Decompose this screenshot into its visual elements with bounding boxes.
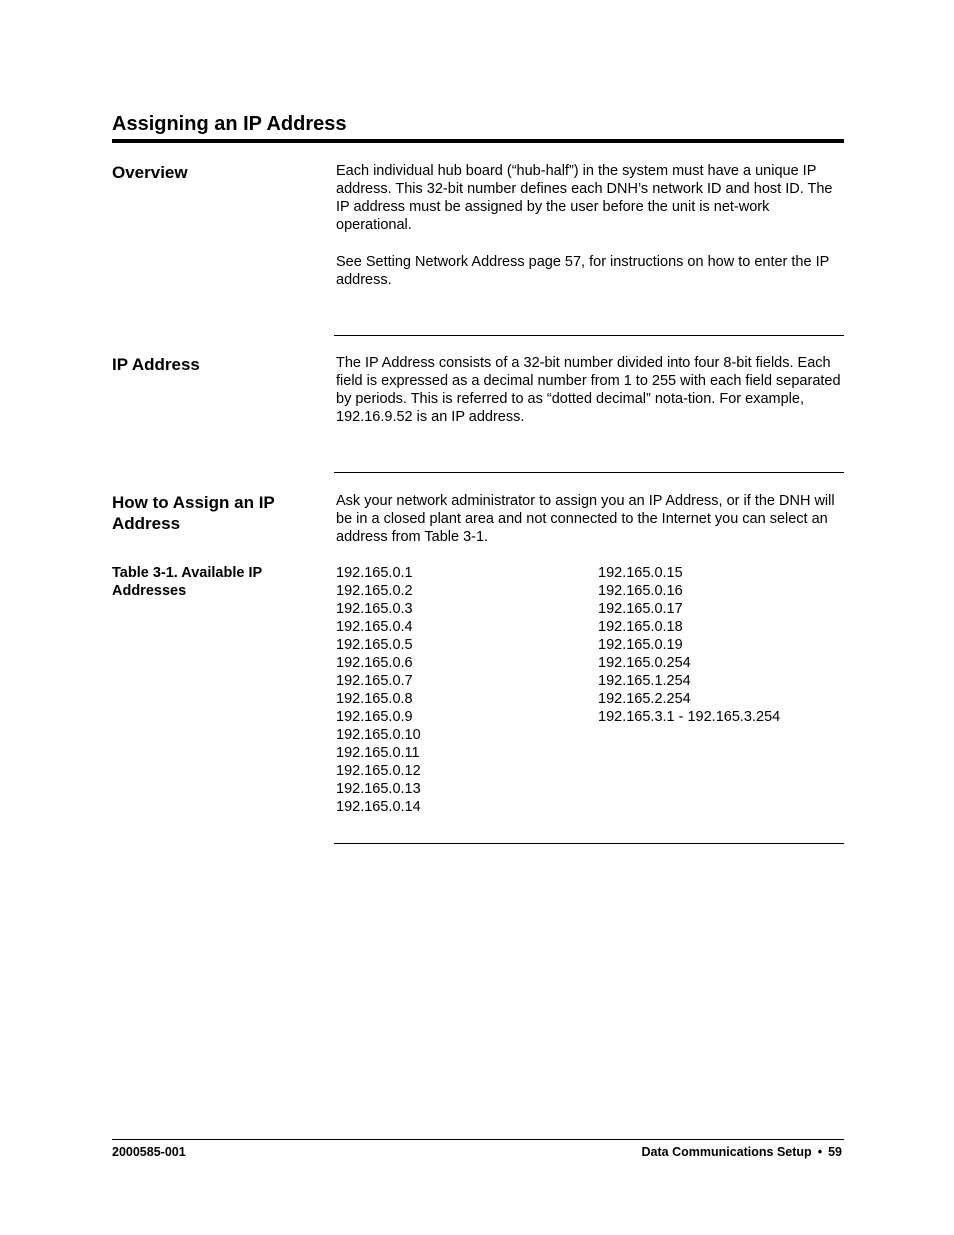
ip-address-paragraph: The IP Address consists of a 32-bit number divided into four 8-bit fields. Each field is expressed as a decimal number from 1 to 255 with each field separated by periods. This is referred to as “dotted decimal” nota-tion. For example, 192.16.9.52 is an IP address.: [336, 355, 841, 425]
ip-address-heading: IP Address: [112, 355, 200, 374]
ip-address-column-2: [598, 564, 780, 726]
ip-address-item: 192.165.0.2: [336, 583, 413, 599]
ip-address-item: 192.165.0.10: [336, 727, 421, 743]
ip-address-item: 192.165.0.9: [336, 709, 413, 725]
ip-address-item: 192.165.0.18: [598, 619, 683, 635]
overview-paragraph-2: See Setting Network Address page 57, for instructions on how to enter the IP address.: [336, 254, 830, 288]
footer-chapter: Data Communications Setup: [641, 1145, 812, 1159]
footer-separator: •: [817, 1145, 823, 1159]
ip-address-item: 192.165.0.254: [598, 655, 691, 671]
section-divider-ip-address: [334, 472, 844, 473]
footer-doc-number: 2000585-001: [112, 1145, 186, 1159]
ip-address-item: 192.165.0.16: [598, 583, 683, 599]
ip-address-item: 192.165.1.254: [598, 673, 691, 689]
section-divider-how-to-assign: [334, 843, 844, 844]
overview-paragraph-1: Each individual hub board (“hub-half”) in the system must have a unique IP address. This 32-bit number defines each DNH’s network ID and host ID. The IP address must be assigned by the user before the unit is net-work operational.: [336, 163, 833, 233]
footer-page-number: 59: [828, 1145, 842, 1159]
ip-address-item: 192.165.0.4: [336, 619, 413, 635]
ip-address-item: 192.165.0.5: [336, 637, 413, 653]
footer-rule: [112, 1139, 844, 1140]
footer-chapter-page: [642, 1144, 842, 1160]
ip-address-item: 192.165.0.15: [598, 565, 683, 581]
ip-address-item: 192.165.0.7: [336, 673, 413, 689]
ip-address-column-1: [336, 564, 421, 816]
ip-address-item: 192.165.0.3: [336, 601, 413, 617]
ip-address-item: 192.165.0.17: [598, 601, 683, 617]
ip-address-item: 192.165.0.14: [336, 799, 421, 815]
ip-address-item: 192.165.0.19: [598, 637, 683, 653]
ip-address-item: 192.165.0.8: [336, 691, 413, 707]
how-to-assign-paragraph: Ask your network administrator to assign you an IP Address, or if the DNH will be in a closed plant area and not connected to the Internet you can select an address from Table 3-1.: [336, 493, 835, 545]
ip-address-item: 192.165.0.12: [336, 763, 421, 779]
how-to-assign-heading: How to Assign an IP Address: [112, 493, 275, 533]
ip-address-item: 192.165.0.6: [336, 655, 413, 671]
ip-address-item: 192.165.2.254: [598, 691, 691, 707]
section-divider-overview: [334, 335, 844, 336]
overview-heading: Overview: [112, 163, 188, 182]
ip-address-item: 192.165.3.1 - 192.165.3.254: [598, 709, 781, 725]
ip-address-item: 192.165.0.11: [336, 745, 420, 761]
title-rule: [112, 139, 844, 143]
ip-address-item: 192.165.0.13: [336, 781, 421, 797]
table-caption: Table 3-1. Available IP Addresses: [112, 565, 262, 599]
page-title: Assigning an IP Address: [112, 113, 347, 135]
ip-address-item: 192.165.0.1: [336, 565, 413, 581]
